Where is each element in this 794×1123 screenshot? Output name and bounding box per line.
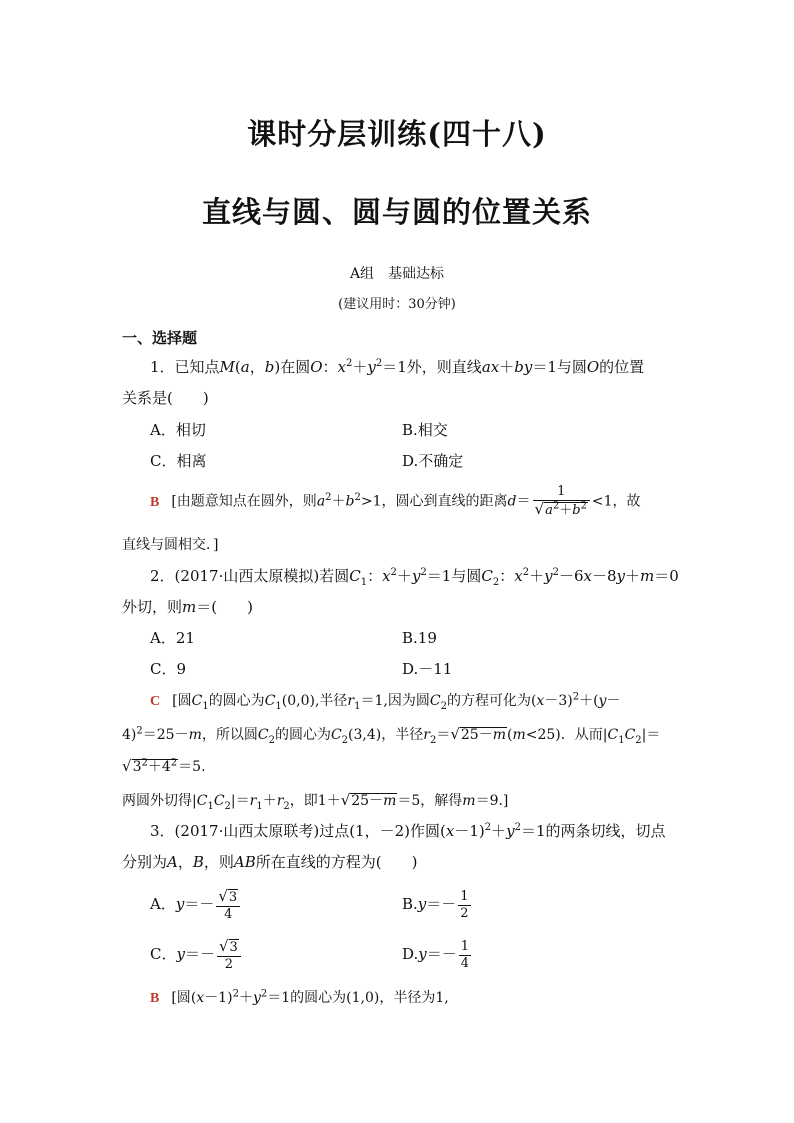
q2-explanation-line3: $√3^2+4^2=5$. <box>122 757 206 775</box>
q3-stem-line2: 分别为A，B，则AB所在直线的方程为( ) <box>122 853 418 871</box>
q3-option-a: A．y＝－ $\frac{√3}{4}$ <box>150 882 242 926</box>
q1-distance-fraction: $\frac{1}{√a^2+b^2}$ <box>533 484 590 519</box>
q1-explanation: B [由题意知点在圆外，则$a^2+b^2>1$，圆心到直线的距离d＝ $\frac{1}{√a^2+b^2}$ <1，故 <box>150 484 641 518</box>
section-heading: 一、选择题 <box>122 329 198 347</box>
q2-explanation: C [圆$C_1$的圆心为$C_1(0,0)$,半径$r_1=1$,因为圆$C_2$的方程可化为$(x-3)^2+(y-$ <box>150 691 621 712</box>
time-hint: (建议用时：30分钟) <box>338 297 456 312</box>
q1-explanation-line2: 直线与圆相交．] <box>122 537 219 553</box>
q1-option-d: D.不确定 <box>402 452 464 470</box>
q1-answer: B <box>150 494 160 510</box>
q2-explanation-line2: 4)$^2$＝25－m，所以圆$C_2$的圆心为$C_2(3,4)$，半径$r_2=√25-m(m<25)$．从而$|C_1C_2|=$ <box>122 725 661 746</box>
q3-explanation: B [圆$(x-1)^2+y^2=1$的圆心为(1,0)，半径为1, <box>150 988 449 1006</box>
q2-option-b: B.19 <box>402 629 437 647</box>
q2-option-d: D.－11 <box>402 660 453 678</box>
q3-option-c: C．y＝－ $\frac{√3}{2}$ <box>150 932 243 976</box>
q3-stem: 3．(2017·山西太原联考)过点(1，－2)作圆$(x-1)^2+y^2=1$的两条切线，切点 <box>150 822 666 840</box>
q2-stem-line2: 外切，则m＝( ) <box>122 598 253 616</box>
q2-explanation-line4: 两圆外切得$|C_1C_2|=r_1+r_2$，即1＋√25－m＝5，解得m＝9.] <box>122 791 509 812</box>
group-label: A组 基础达标 <box>349 266 445 282</box>
q1-option-b: B.相交 <box>402 421 448 439</box>
q2-option-a: A．21 <box>150 629 195 647</box>
q1-option-a: A．相切 <box>150 421 206 439</box>
q2-option-c: C．9 <box>150 660 187 678</box>
q1-stem-line2: 关系是( ) <box>122 389 209 407</box>
q2-stem: 2．(2017·山西太原模拟)若圆$C_1$：$x^2+y^2=1$与圆$C_2$：$x^2+y^2-6x-8y+m=0$ <box>150 567 679 588</box>
q3-option-b: B.y＝－ $\frac{1}{2}$ <box>402 888 469 921</box>
q1-option-c: C．相离 <box>150 452 207 470</box>
q1-stem: 1．已知点M(a，b)在圆O：$x^2+y^2=1$外，则直线ax＋by＝1与圆O的位置 <box>150 358 645 376</box>
page-subtitle: 直线与圆、圆与圆的位置关系 <box>201 195 592 229</box>
q2-answer: C <box>150 694 161 709</box>
q3-answer: B <box>150 991 160 1006</box>
q3-option-d: D.y＝－ $\frac{1}{4}$ <box>402 938 470 971</box>
page-title: 课时分层训练(四十八) <box>247 117 547 151</box>
